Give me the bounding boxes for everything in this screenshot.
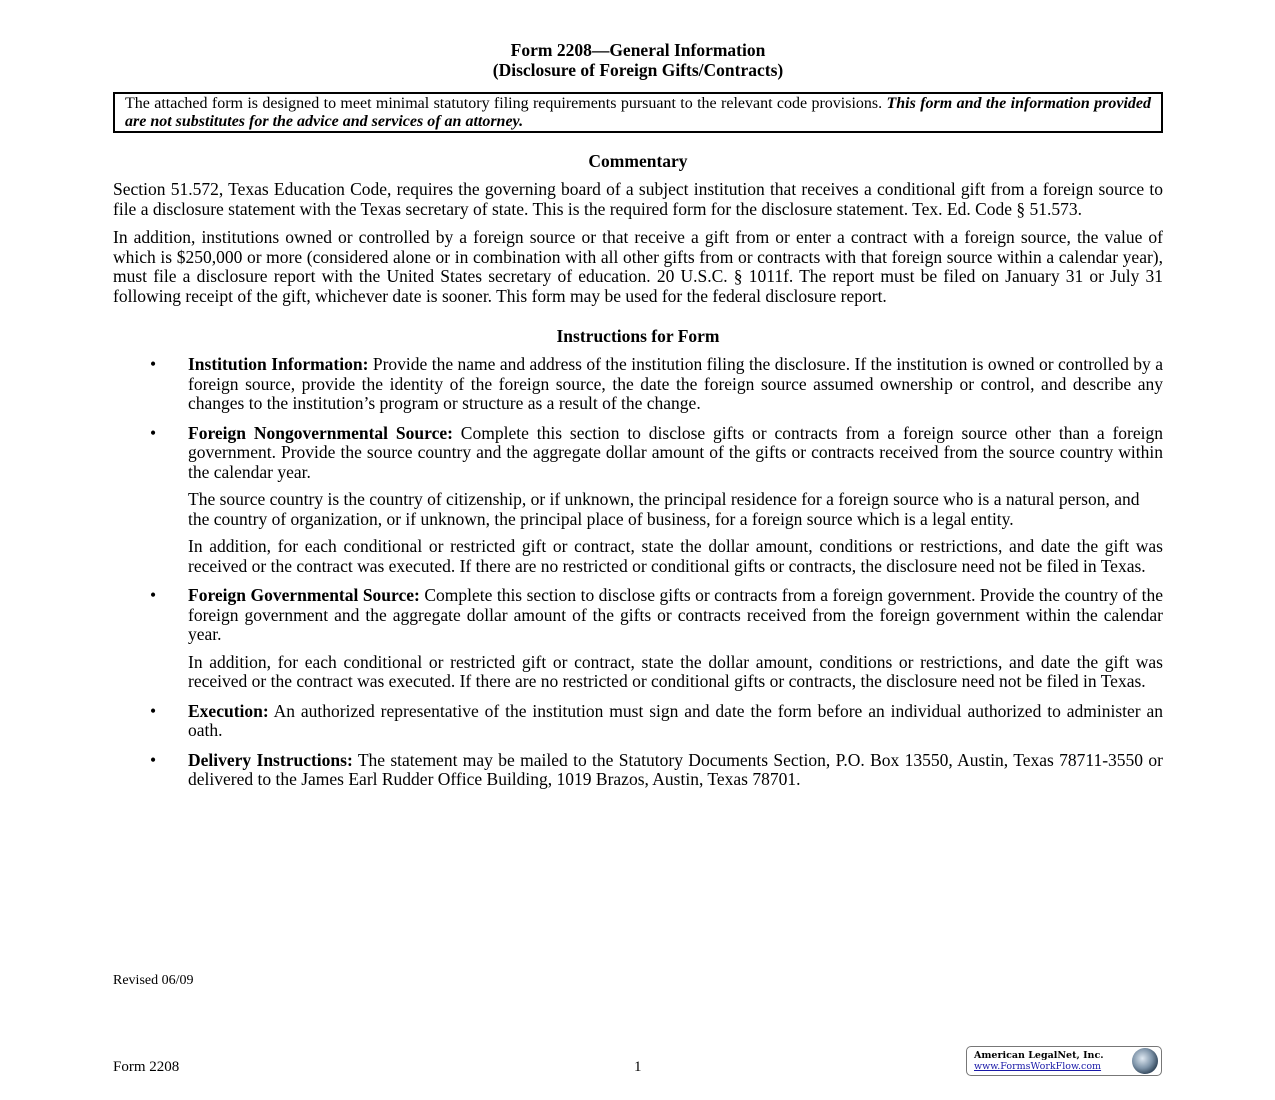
instruction-item-institution bbox=[113, 355, 1163, 414]
badge-company-name: American LegalNet, Inc. bbox=[974, 1050, 1104, 1061]
legalnet-badge[interactable] bbox=[966, 1046, 1162, 1076]
instruction-label: Delivery Instructions: bbox=[188, 749, 353, 770]
instructions-list bbox=[113, 355, 1163, 790]
instruction-extra: In addition, for each conditional or restricted gift or contract, state the dollar amount, conditions or restrictions, and date the gift was received or the contract was executed. If there are no restricted or conditional gifts or contracts, the disclosure need not be filed in Texas. bbox=[188, 651, 1163, 691]
commentary-paragraph: In addition, institutions owned or controlled by a foreign source or that receive a gift from or enter a contract with a foreign source, the value of which is $250,000 or more (considered alone or in combination with all other gifts from or contracts with that foreign source within a calendar year), must file a disclosure report with the United States secretary of education. 20 U.S.C. § 1011f. The report must be filed on January 31 or July 31 following receipt of the gift, whichever date is sooner. This form may be used for the federal disclosure report. bbox=[113, 227, 1163, 306]
commentary-heading: Commentary bbox=[588, 151, 688, 171]
document-page bbox=[113, 40, 1163, 800]
bullet-icon: • bbox=[150, 700, 157, 721]
instruction-item-governmental bbox=[113, 586, 1163, 692]
instruction-text: Complete this section to disclose gifts or contracts from a foreign government. Provide the country of the foreign government and the aggregate dollar amount of the gifts or contracts received from the foreign government within the calendar year. bbox=[188, 585, 1163, 644]
instruction-item-delivery bbox=[113, 751, 1163, 790]
instruction-text: Complete this section to disclose gifts or contracts from a foreign source other than a foreign government. Provide the source country and the aggregate dollar amount of the gifts or contracts received from the source country within the calendar year. bbox=[188, 422, 1164, 482]
instruction-item-nongovernmental bbox=[113, 424, 1163, 577]
badge-url-link[interactable]: www.FormsWorkFlow.com bbox=[974, 1061, 1102, 1072]
globe-logo-icon bbox=[1132, 1048, 1158, 1074]
instruction-extra: The source country is the country of citizenship, or if unknown, the principal residence for a foreign source who is a natural person, and the country of organization, or if unknown, the principal place of business, for a foreign source which is a legal entity. bbox=[188, 489, 1140, 529]
bullet-icon: • bbox=[150, 422, 157, 443]
instruction-text: Provide the name and address of the institution filing the disclosure. If the institution is owned or controlled by a foreign source, provide the identity of the foreign source, the date the foreign source assumed ownership or control, and describe any changes to the institution’s program or structure as a result of the change. bbox=[188, 354, 1163, 413]
instruction-label: Institution Information: bbox=[188, 354, 369, 374]
page-title bbox=[113, 40, 1163, 80]
instruction-label: Foreign Nongovernmental Source: bbox=[188, 422, 453, 443]
instructions-heading: Instructions for Form bbox=[556, 326, 720, 346]
page-number: 1 bbox=[634, 1059, 642, 1075]
disclaimer-text: The attached form is designed to meet minimal statutory filing requirements pursuant to the relevant code provisions. bbox=[125, 95, 887, 112]
instruction-text: An authorized representative of the institution must sign and date the form before an individual authorized to administer an oath. bbox=[188, 700, 1163, 740]
bullet-icon: • bbox=[150, 585, 157, 605]
disclaimer-emphasis: This form and the information provided are not substitutes for the advice and services of an attorney. bbox=[125, 95, 1151, 130]
title-line-2: (Disclosure of Foreign Gifts/Contracts) bbox=[492, 60, 784, 80]
instruction-text: The statement may be mailed to the Statutory Documents Section, P.O. Box 13550, Austin, Texas 78711-3550 or delivered to the James Earl Rudder Office Building, 1019 Brazos, Austin, Texas 78701. bbox=[188, 749, 1163, 789]
instruction-label: Execution: bbox=[188, 700, 269, 721]
instruction-item-execution bbox=[113, 702, 1163, 741]
instruction-extra: In addition, for each conditional or restricted gift or contract, state the dollar amount, conditions or restrictions, and date the gift was received or the contract was executed. If there are no restricted or conditional gifts or contracts, the disclosure need not be filed in Texas. bbox=[188, 536, 1163, 576]
bullet-icon: • bbox=[150, 354, 157, 374]
disclaimer-box bbox=[113, 92, 1163, 133]
instruction-label: Foreign Governmental Source: bbox=[188, 585, 420, 605]
revision-date: Revised 06/09 bbox=[113, 973, 194, 988]
title-line-1: Form 2208—General Information bbox=[510, 40, 766, 60]
commentary-paragraph: Section 51.572, Texas Education Code, requires the governing board of a subject institution that receives a conditional gift from a foreign source to file a disclosure statement with the Texas secretary of state. This is the required form for the disclosure statement. Tex. Ed. Code § 51.573. bbox=[113, 179, 1163, 219]
footer-form-label: Form 2208 bbox=[113, 1059, 180, 1075]
bullet-icon: • bbox=[150, 749, 157, 770]
